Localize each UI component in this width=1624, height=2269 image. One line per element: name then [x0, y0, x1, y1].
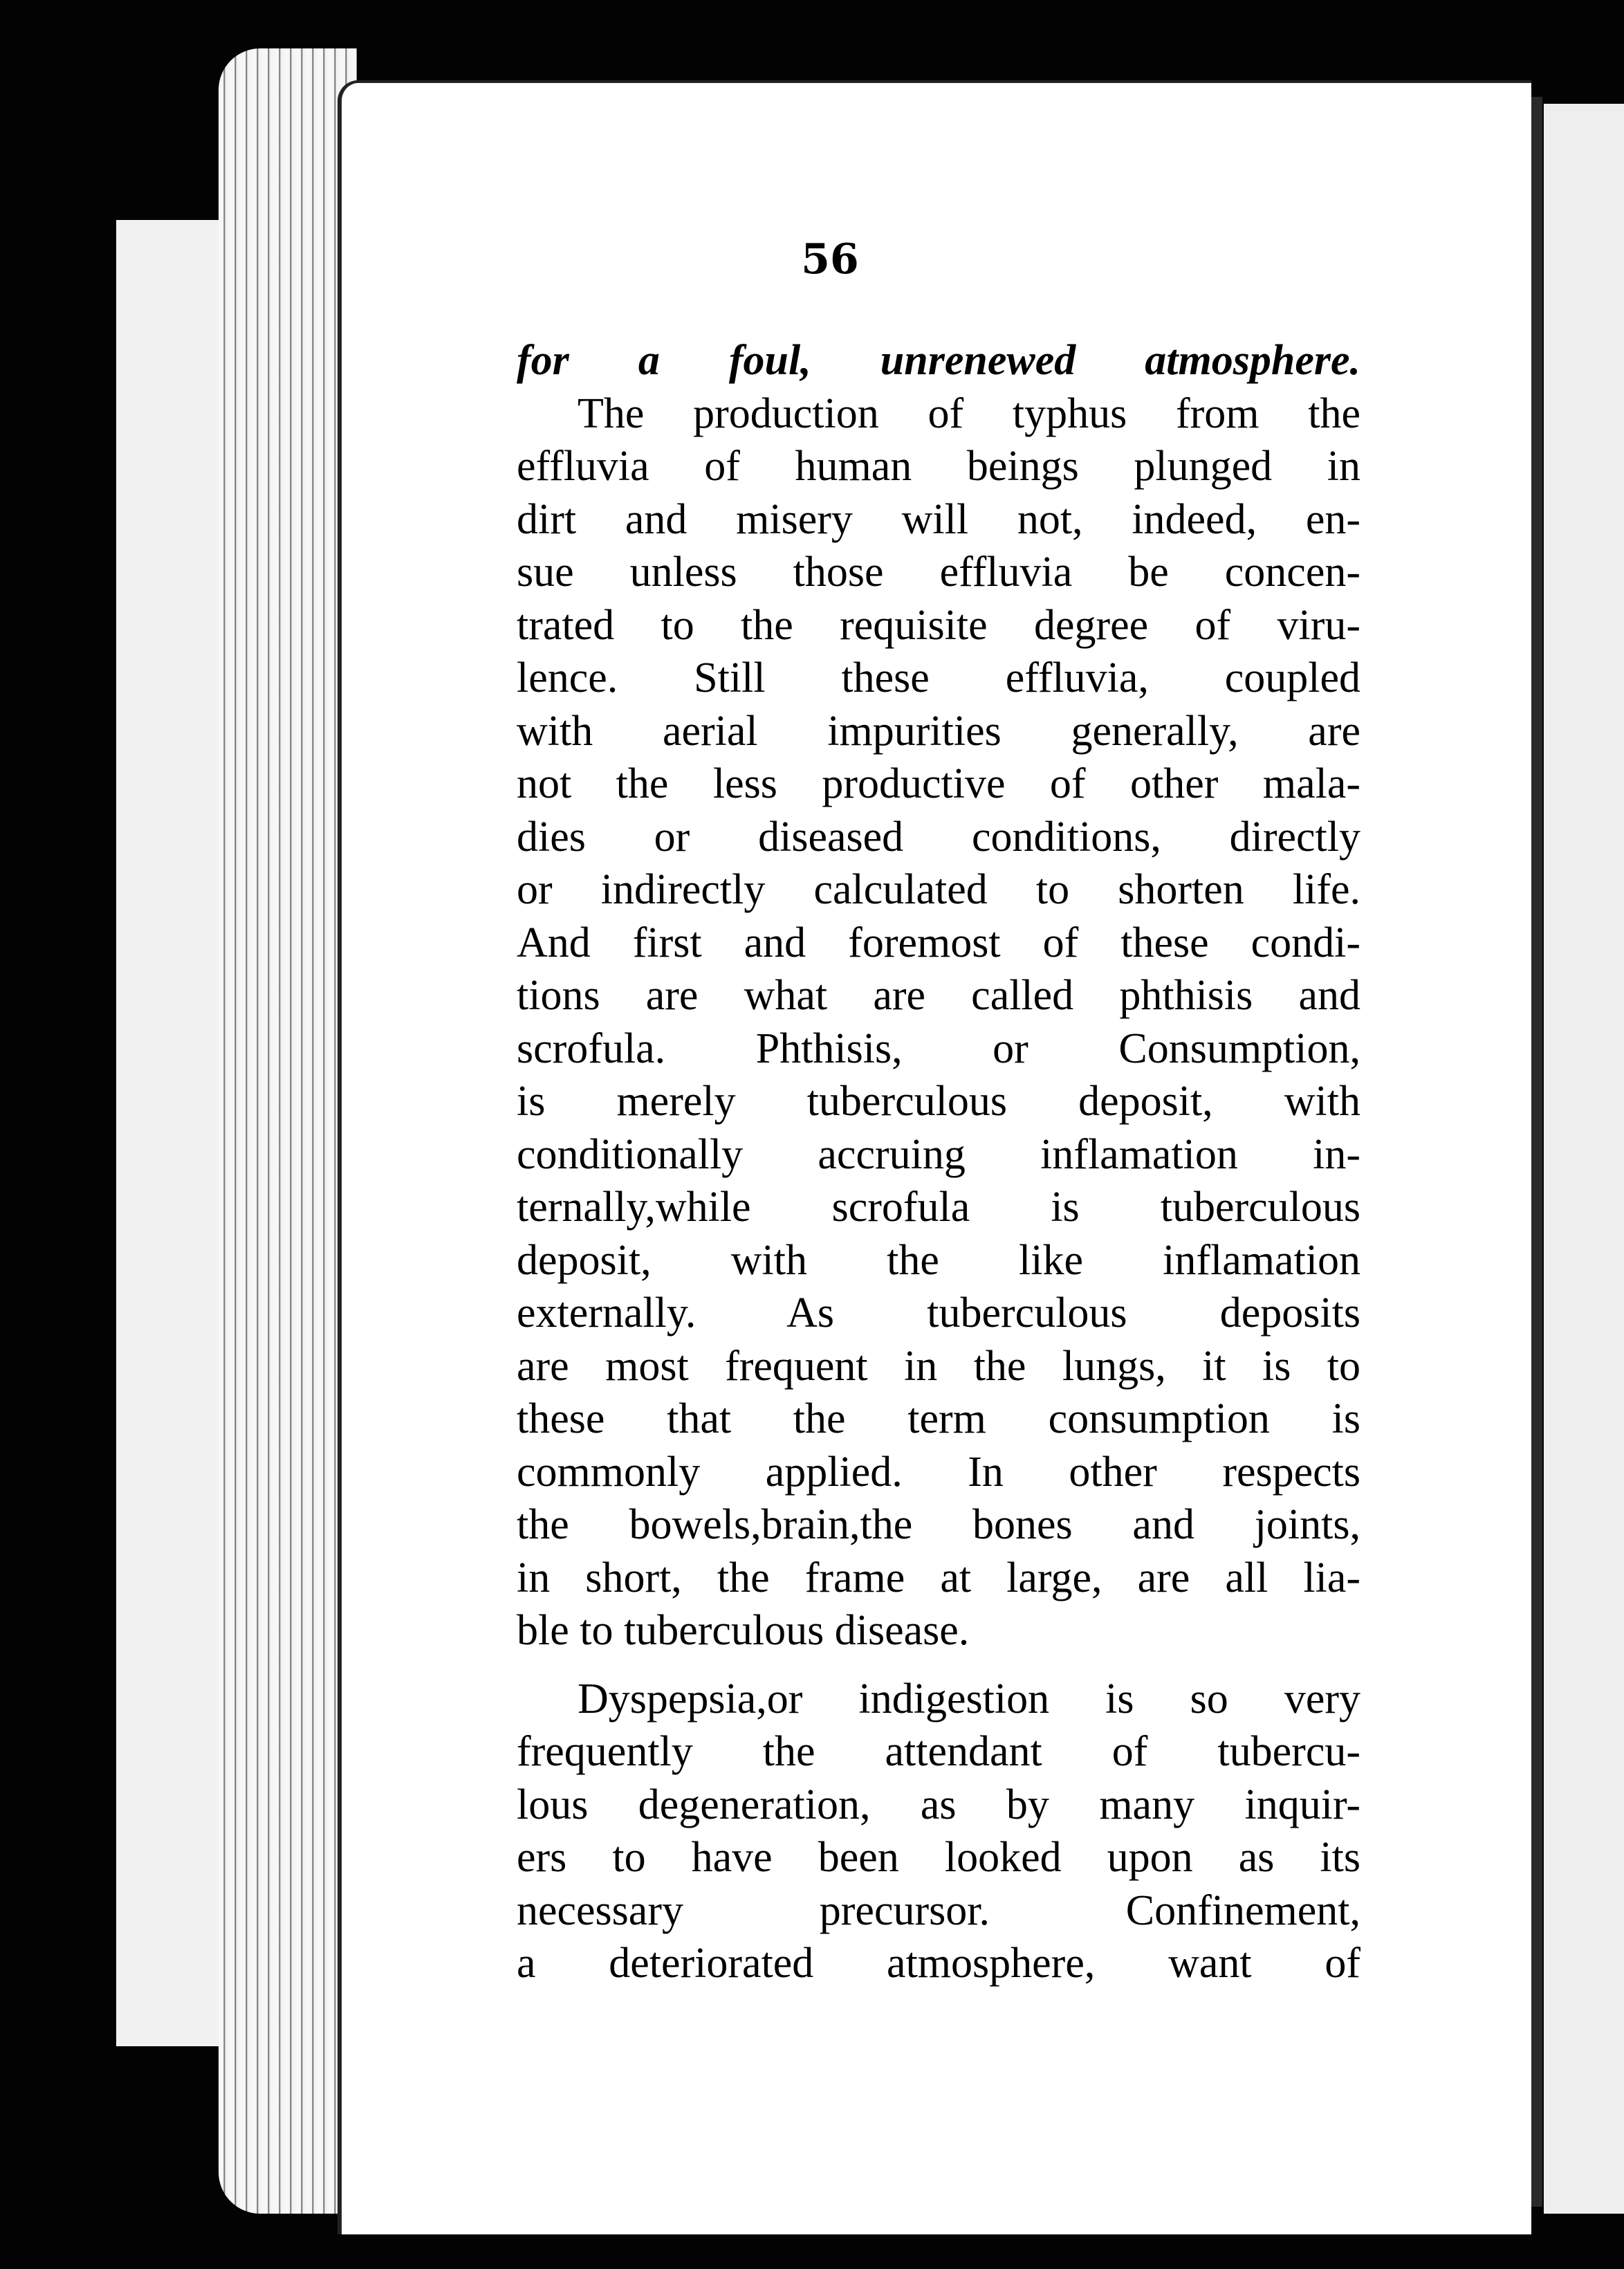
text-line: dirt and misery will not, indeed, en- — [517, 495, 1360, 543]
text-line: are most frequent in the lungs, it is to — [517, 1342, 1360, 1390]
text-line: for a foul, unrenewed atmosphere. — [517, 337, 1360, 384]
text-line: dies or diseased conditions, directly — [517, 813, 1360, 861]
text-line: sue unless those effluvia be concen- — [517, 549, 1360, 596]
text-line: frequently the attendant of tubercu- — [517, 1728, 1360, 1775]
text-line: Dyspepsia,or indigestion is so very — [578, 1675, 1360, 1723]
text-line: tions are what are called phthisis and — [517, 972, 1360, 1019]
text-line: or indirectly calculated to shorten life. — [517, 866, 1360, 913]
text-line: trated to the requisite degree of viru- — [517, 601, 1360, 649]
body-text — [517, 334, 1360, 1990]
text-line: not the less productive of other mala- — [517, 760, 1360, 807]
text-line: ble to tuberculous disease. — [517, 1607, 970, 1654]
text-line: a deteriorated atmosphere, want of — [517, 1940, 1360, 1987]
text-line: externally. As tuberculous deposits — [517, 1289, 1360, 1336]
text-line: And first and foremost of these condi- — [517, 919, 1360, 966]
text-line: commonly applied. In other respects — [517, 1448, 1360, 1496]
paragraph-gap — [517, 1657, 1360, 1673]
text-line: ers to have been looked upon as its — [517, 1834, 1360, 1881]
text-line: conditionally accruing inflamation in- — [517, 1130, 1360, 1178]
text-line: these that the term consumption is — [517, 1395, 1360, 1442]
page-edges — [219, 48, 357, 2214]
text-line: lous degeneration, as by many inquir- — [517, 1781, 1360, 1828]
text-line: is merely tuberculous deposit, with — [517, 1078, 1360, 1125]
text-line: The production of typhus from the — [578, 389, 1360, 437]
facing-page — [1544, 104, 1624, 2214]
text-line: in short, the frame at large, are all lia- — [517, 1554, 1360, 1601]
text-line: scrofula. Phthisis, or Consumption, — [517, 1025, 1360, 1072]
text-line: with aerial impurities generally, are — [517, 707, 1360, 755]
text-line: ternally,while scrofula is tuberculous — [517, 1184, 1360, 1231]
text-line: the bowels,brain,the bones and joints, — [517, 1501, 1360, 1548]
page-number: 56 — [801, 235, 859, 284]
text-line: lence. Still these effluvia, coupled — [517, 654, 1360, 701]
text-line: effluvia of human beings plunged in — [517, 443, 1360, 490]
text-line: deposit, with the like inflamation — [517, 1236, 1360, 1284]
text-line: necessary precursor. Confinement, — [517, 1886, 1360, 1934]
